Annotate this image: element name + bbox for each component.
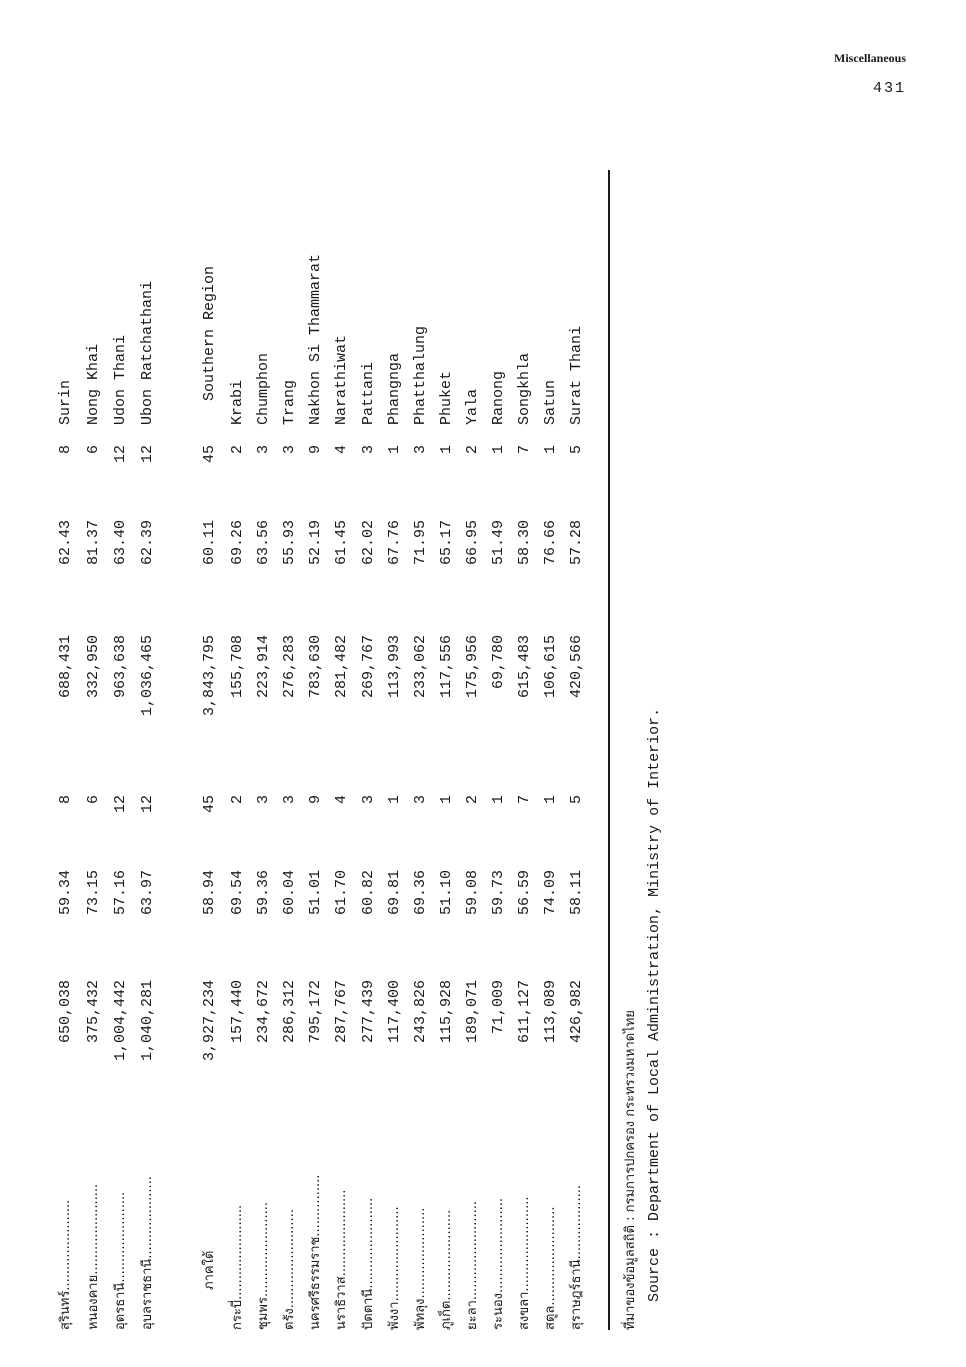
value-col-4: 276,283 [281, 635, 298, 699]
province-name-english: Surin [57, 379, 74, 425]
table-row [54, 40, 78, 1330]
table-row [109, 40, 133, 1330]
value-col-6: 4 [333, 445, 350, 455]
province-name-english: Narathiwat [333, 334, 350, 425]
value-col-6: 1 [386, 445, 403, 455]
value-col-5: 76.66 [542, 520, 559, 566]
province-name-english: Pattani [360, 361, 377, 425]
value-col-4: 420,566 [568, 635, 585, 699]
province-name-english: Krabi [229, 379, 246, 425]
province-name-thai: หนองคาย...................... [86, 1183, 101, 1330]
value-col-1: 3,927,234 [201, 980, 218, 1062]
value-col-4: 332,950 [85, 635, 102, 699]
value-col-6: 3 [360, 445, 377, 455]
value-col-3: 1 [386, 795, 403, 805]
value-col-2: 56.59 [516, 870, 533, 916]
province-name-english: Phuket [438, 370, 455, 425]
value-col-2: 60.04 [281, 870, 298, 916]
value-col-2: 59.73 [490, 870, 507, 916]
page-number: 431 [872, 80, 906, 97]
value-col-4: 155,708 [229, 635, 246, 699]
value-col-4: 113,993 [386, 635, 403, 699]
value-col-3: 4 [333, 795, 350, 805]
section-title: Miscellaneous [834, 51, 906, 65]
value-col-1: 287,767 [333, 980, 350, 1044]
province-name-thai: ชุมพร....................... [256, 1202, 271, 1330]
value-col-1: 234,672 [255, 980, 272, 1044]
value-col-1: 1,040,281 [139, 980, 156, 1062]
value-col-1: 375,432 [85, 980, 102, 1044]
table-row [409, 40, 433, 1330]
value-col-6: 1 [490, 445, 507, 455]
province-name-thai: สุรินทร์...................... [58, 1199, 73, 1330]
value-col-4: 281,482 [333, 635, 350, 699]
province-name-english: Ubon Ratchathani [139, 280, 156, 425]
value-col-3: 3 [255, 795, 272, 805]
province-name-english: Nong Khai [85, 343, 102, 425]
value-col-2: 63.97 [139, 870, 156, 916]
value-col-4: 963,638 [112, 635, 129, 699]
value-col-5: 62.39 [139, 520, 156, 566]
value-col-3: 6 [85, 795, 102, 805]
value-col-1: 113,089 [542, 980, 559, 1044]
province-name-thai: ภูเก็ต...................... [439, 1209, 454, 1330]
value-col-6: 12 [139, 445, 156, 464]
region-row [198, 40, 222, 1330]
value-col-2: 73.15 [85, 870, 102, 916]
table-row [565, 40, 589, 1330]
value-col-5: 61.45 [333, 520, 350, 566]
value-col-5: 58.30 [516, 520, 533, 566]
province-name-english: Yala [464, 388, 481, 425]
value-col-2: 58.94 [201, 870, 218, 916]
value-col-1: 115,928 [438, 980, 455, 1044]
province-name-thai: นครศรีธรรมราช............... [308, 1174, 323, 1330]
value-col-3: 5 [568, 795, 585, 805]
value-col-3: 3 [360, 795, 377, 805]
value-col-2: 69.36 [412, 870, 429, 916]
value-col-1: 71,009 [490, 980, 507, 1035]
value-col-3: 8 [57, 795, 74, 805]
source-note-thai: ที่มาของข้อมูลสถิติ : กรมการปกครอง กระทรวงมหาดไทย [623, 1010, 638, 1330]
value-col-2: 51.01 [307, 870, 324, 916]
province-name-english: Southern Region [201, 265, 218, 401]
value-col-2: 58.11 [568, 870, 585, 916]
value-col-1: 426,982 [568, 980, 585, 1044]
table-row [330, 40, 354, 1330]
value-col-6: 45 [201, 445, 218, 464]
rotated-statistics-table [48, 40, 688, 1330]
value-col-4: 3,843,795 [201, 635, 218, 717]
value-col-4: 233,062 [412, 635, 429, 699]
province-name-english: Satun [542, 379, 559, 425]
value-col-2: 57.16 [112, 870, 129, 916]
province-name-thai: อุดรธานี...................... [113, 1191, 128, 1330]
value-col-1: 611,127 [516, 980, 533, 1044]
value-col-6: 3 [255, 445, 272, 455]
value-col-1: 277,439 [360, 980, 377, 1044]
value-col-4: 615,483 [516, 635, 533, 699]
value-col-6: 2 [229, 445, 246, 455]
value-col-2: 69.81 [386, 870, 403, 916]
value-col-1: 243,826 [412, 980, 429, 1044]
value-col-6: 1 [542, 445, 559, 455]
table-row [461, 40, 485, 1330]
province-name-english: Surat Thani [568, 325, 585, 425]
value-col-5: 62.02 [360, 520, 377, 566]
value-col-3: 12 [139, 795, 156, 814]
value-col-2: 69.54 [229, 870, 246, 916]
province-name-thai: อุบลราชธานี.................... [140, 1176, 155, 1330]
value-col-5: 62.43 [57, 520, 74, 566]
value-col-4: 688,431 [57, 635, 74, 699]
value-col-4: 783,630 [307, 635, 324, 699]
source-note-english: Source : Department of Local Administration, Ministry of Interior. [646, 707, 663, 1302]
value-col-3: 2 [464, 795, 481, 805]
value-col-3: 12 [112, 795, 129, 814]
value-col-5: 60.11 [201, 520, 218, 566]
province-name-english: Chumphon [255, 352, 272, 425]
value-col-5: 71.95 [412, 520, 429, 566]
table-row [357, 40, 381, 1330]
value-col-2: 60.82 [360, 870, 377, 916]
table-row [226, 40, 250, 1330]
province-name-thai: ยะลา........................ [465, 1200, 480, 1330]
province-name-thai: สตูล........................ [543, 1206, 558, 1330]
value-col-6: 2 [464, 445, 481, 455]
value-col-3: 45 [201, 795, 218, 814]
value-col-1: 286,312 [281, 980, 298, 1044]
province-name-thai: ภาคใต้ [202, 1250, 217, 1290]
value-col-5: 63.56 [255, 520, 272, 566]
value-col-3: 3 [281, 795, 298, 805]
value-col-3: 3 [412, 795, 429, 805]
province-name-thai: พัทลุง...................... [413, 1207, 428, 1330]
province-name-thai: ระนอง....................... [491, 1197, 506, 1330]
value-col-1: 1,004,442 [112, 980, 129, 1062]
province-name-english: Phangnga [386, 352, 403, 425]
value-col-6: 12 [112, 445, 129, 464]
value-col-5: 55.93 [281, 520, 298, 566]
table-row [539, 40, 563, 1330]
province-name-thai: พังงา....................... [387, 1206, 402, 1330]
value-col-5: 65.17 [438, 520, 455, 566]
value-col-1: 157,440 [229, 980, 246, 1044]
value-col-5: 67.76 [386, 520, 403, 566]
value-col-4: 69,780 [490, 635, 507, 690]
province-name-english: Ranong [490, 370, 507, 425]
province-name-english: Phatthalung [412, 325, 429, 425]
page-header [834, 50, 906, 97]
table-row [278, 40, 302, 1330]
table-row [304, 40, 328, 1330]
value-col-4: 106,615 [542, 635, 559, 699]
value-col-3: 1 [438, 795, 455, 805]
province-name-thai: สุราษฎร์ธานี.................. [569, 1185, 584, 1330]
value-col-4: 1,036,465 [139, 635, 156, 717]
table-row [136, 40, 160, 1330]
value-col-4: 223,914 [255, 635, 272, 699]
value-col-1: 117,400 [386, 980, 403, 1044]
value-col-5: 63.40 [112, 520, 129, 566]
value-col-6: 3 [281, 445, 298, 455]
province-name-thai: นราธิวาส..................... [334, 1189, 349, 1330]
province-name-thai: สงขลา....................... [517, 1196, 532, 1330]
value-col-4: 175,956 [464, 635, 481, 699]
table-row [252, 40, 276, 1330]
value-col-6: 1 [438, 445, 455, 455]
value-col-3: 7 [516, 795, 533, 805]
table-row [82, 40, 106, 1330]
value-col-2: 59.34 [57, 870, 74, 916]
province-name-english: Songkhla [516, 352, 533, 425]
value-col-5: 69.26 [229, 520, 246, 566]
value-col-3: 1 [490, 795, 507, 805]
value-col-2: 51.10 [438, 870, 455, 916]
province-name-english: Nakhon Si Thammarat [307, 253, 324, 425]
table-row [487, 40, 511, 1330]
value-col-6: 8 [57, 445, 74, 455]
value-col-5: 66.95 [464, 520, 481, 566]
province-name-english: Trang [281, 379, 298, 425]
province-name-english: Udon Thani [112, 334, 129, 425]
value-col-4: 269,767 [360, 635, 377, 699]
value-col-3: 2 [229, 795, 246, 805]
table-row [435, 40, 459, 1330]
value-col-6: 3 [412, 445, 429, 455]
table-row [513, 40, 537, 1330]
value-col-5: 51.49 [490, 520, 507, 566]
value-col-2: 59.36 [255, 870, 272, 916]
value-col-2: 74.09 [542, 870, 559, 916]
province-name-thai: ตรัง........................ [282, 1209, 297, 1330]
value-col-5: 57.28 [568, 520, 585, 566]
value-col-5: 52.19 [307, 520, 324, 566]
value-col-6: 9 [307, 445, 324, 455]
value-col-4: 117,556 [438, 635, 455, 699]
value-col-1: 189,071 [464, 980, 481, 1044]
value-col-3: 1 [542, 795, 559, 805]
value-col-5: 81.37 [85, 520, 102, 566]
value-col-6: 7 [516, 445, 533, 455]
value-col-2: 61.70 [333, 870, 350, 916]
value-col-2: 59.08 [464, 870, 481, 916]
value-col-1: 795,172 [307, 980, 324, 1044]
value-col-3: 9 [307, 795, 324, 805]
province-name-thai: ปัตตานี...................... [361, 1197, 376, 1330]
source-divider-rule [608, 170, 610, 1330]
value-col-6: 6 [85, 445, 102, 455]
value-col-1: 650,038 [57, 980, 74, 1044]
province-name-thai: กระบี่....................... [230, 1204, 245, 1330]
table-row [383, 40, 407, 1330]
value-col-6: 5 [568, 445, 585, 455]
